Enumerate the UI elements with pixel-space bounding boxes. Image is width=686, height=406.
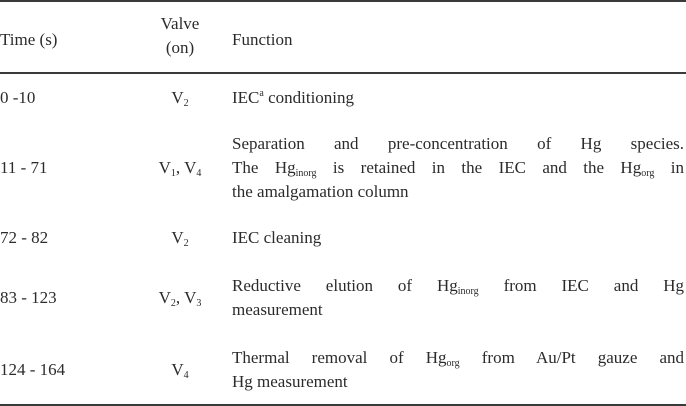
header-function: Function [232,30,293,49]
row-4-time: 83 - 123 [0,288,57,307]
row-2-time: 11 - 71 [0,158,48,177]
row-5-time: 124 - 164 [0,360,66,379]
row-1-time: 0 -10 [0,88,36,107]
table-header-rule [0,72,686,74]
row-4-valve: $V_2$, $V_3$ [158,288,202,309]
table-top-rule [0,0,686,2]
row-4-function: Reductive elution of $Hg_{inorg}$ from IEC and Hg measurement [232,276,684,319]
row-2-valve: $V_1$, $V_4$ [158,158,202,179]
row-5-valve: $V_4$ [171,360,189,381]
row-2-function: Separation and pre-concentration of Hg species. The $Hg_{inorg}$ is retained in the IEC and the $Hg_{org}$ in the amalgamation column [232,134,684,201]
row-3-function: IEC cleaning [232,228,322,247]
row-1-valve: $V_2$ [171,88,189,109]
row-3-valve: $V_2$ [171,228,189,249]
row-3-time: 72 - 82 [0,228,49,247]
table-bottom-rule [0,404,686,406]
row-5-function: Thermal removal of $Hg_{org}$ from Au/Pt gauze and Hg measurement [232,348,684,391]
header-valve-line2: (on) [165,38,195,57]
row-1-function: IEC$^a$ conditioning [232,88,355,107]
header-valve-line1: Valve [160,14,200,33]
header-time: Time (s) [0,30,58,49]
header-valve [140,12,220,60]
